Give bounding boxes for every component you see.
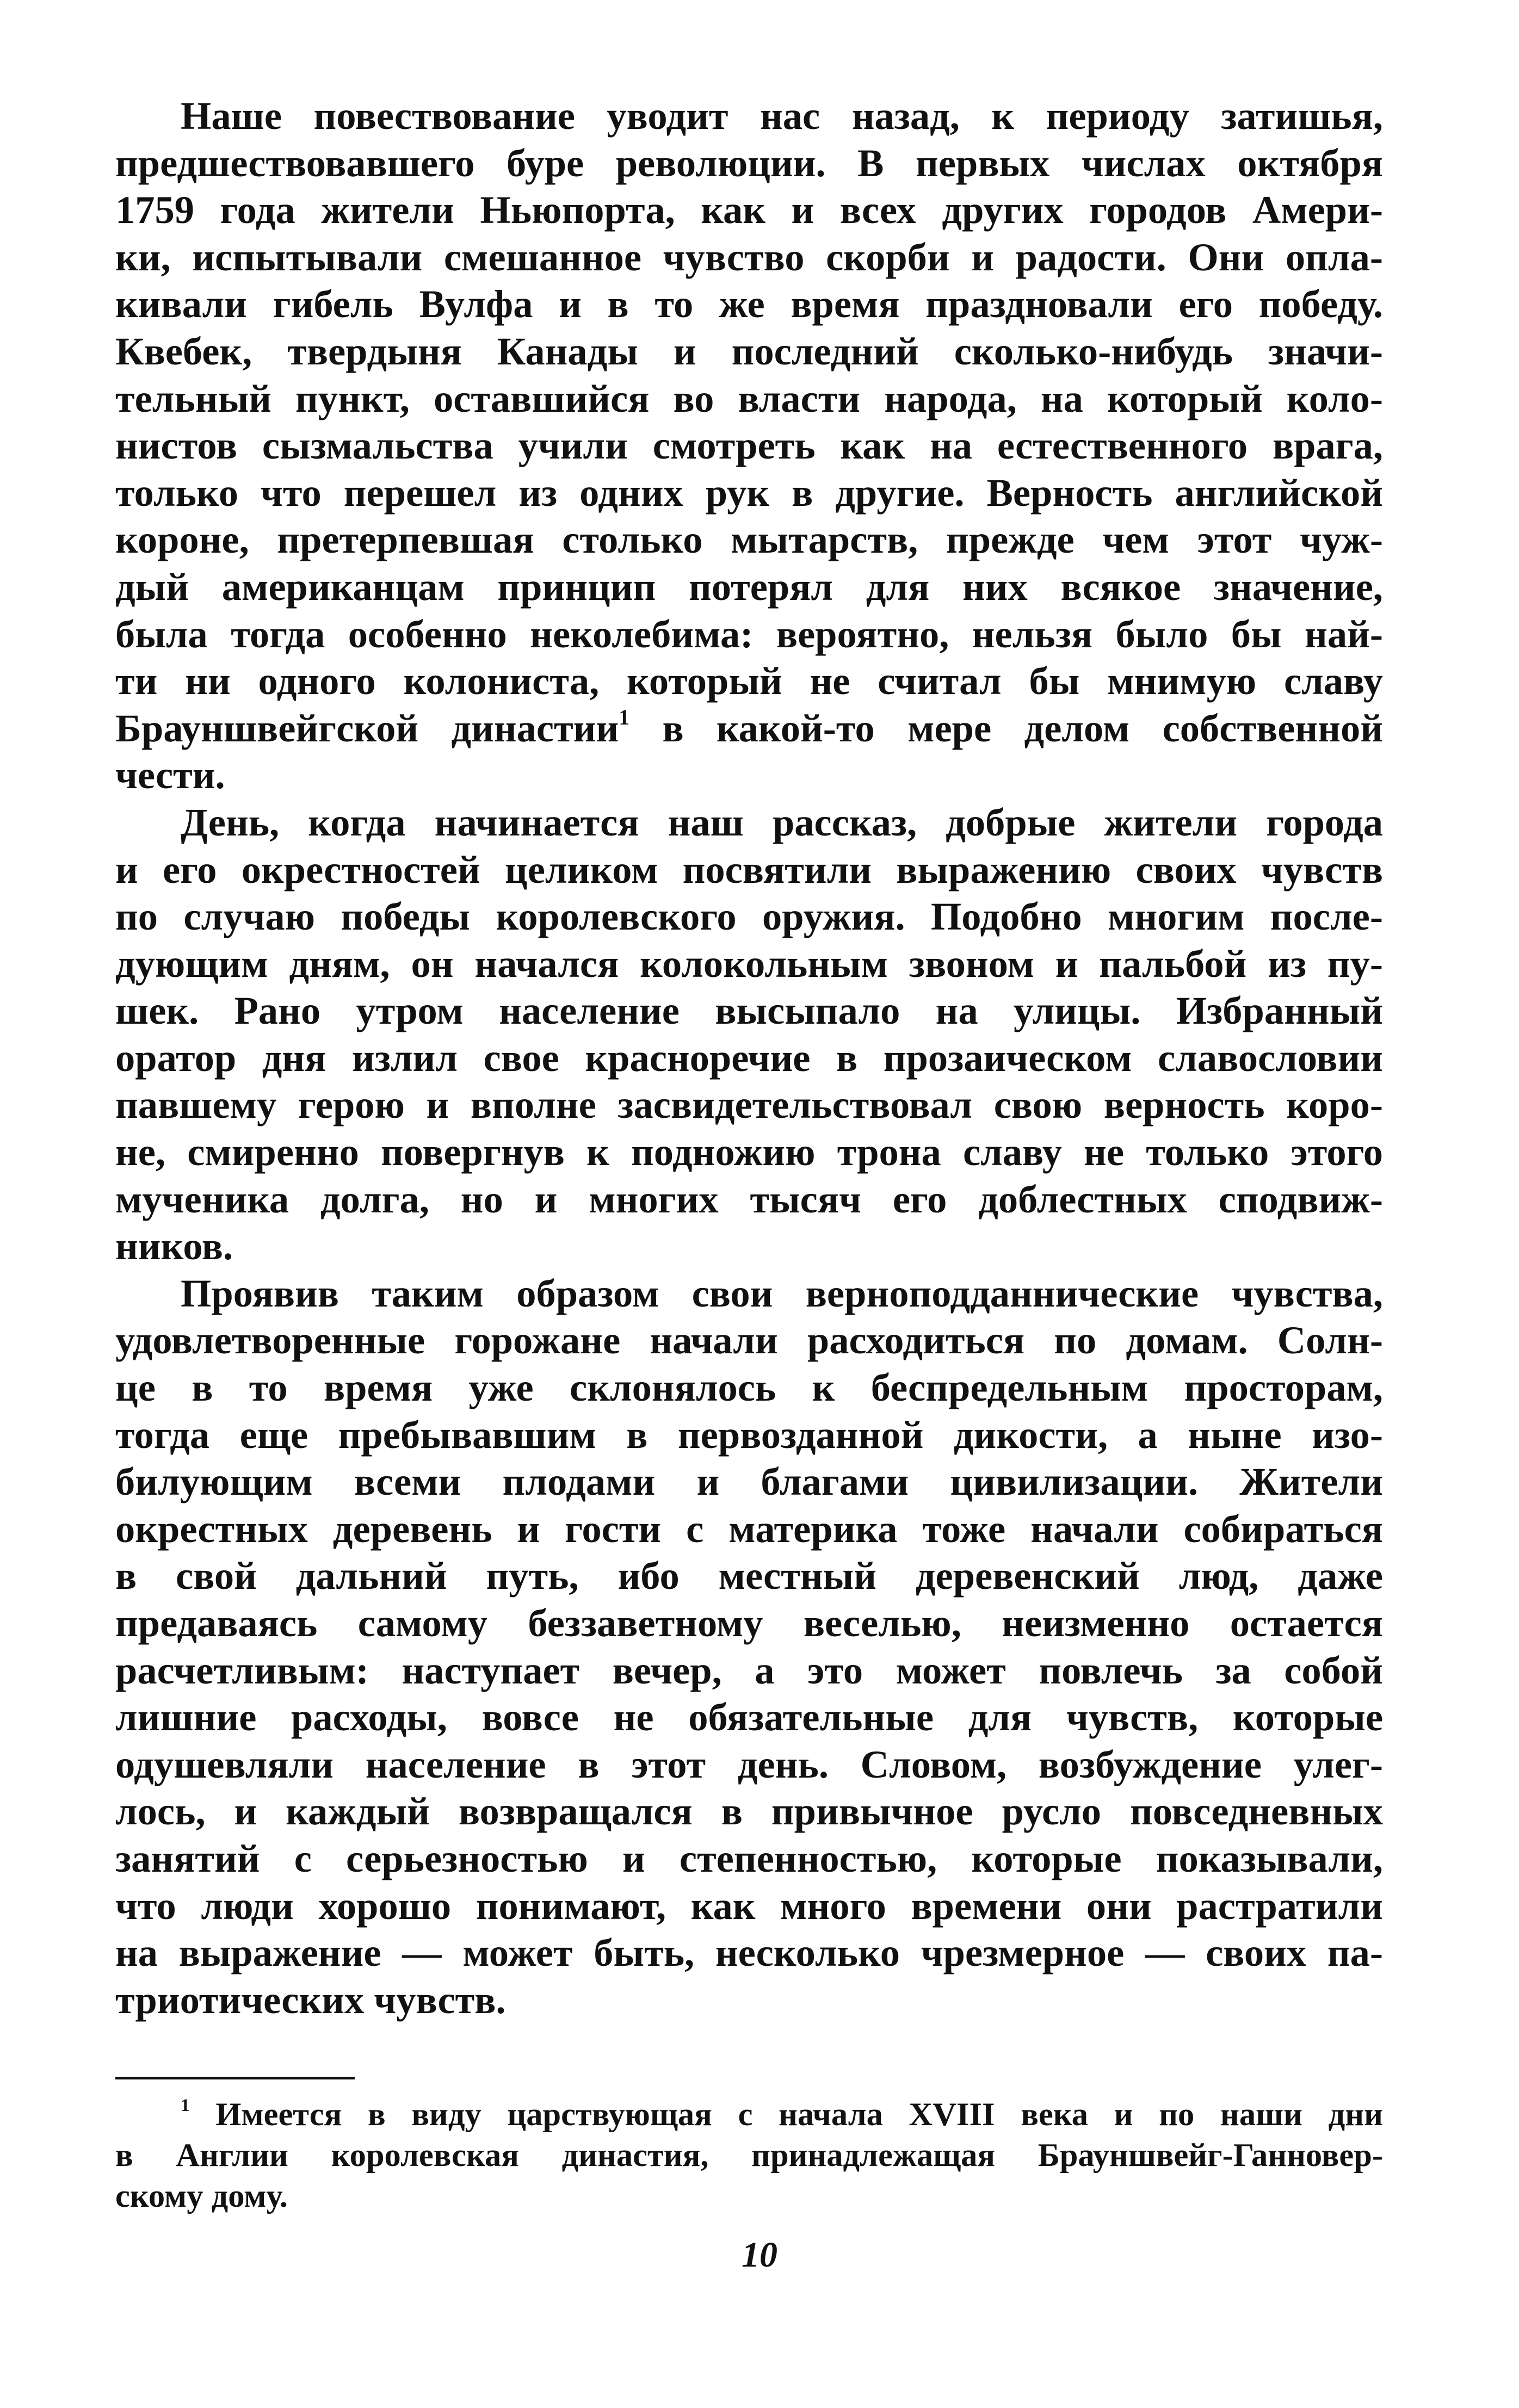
- text-line: Проявив таким образом свои верноподданнические чувства,: [181, 1271, 1383, 1315]
- text-line: предшествовавшего буре революции. В первых числах октября: [115, 140, 1383, 185]
- page-number: 10: [742, 2235, 777, 2275]
- text-line: павшему герою и вполне засвидетельствовал свою верность коро-: [115, 1082, 1383, 1127]
- text-line: и его окрестностей целиком посвятили выражению своих чувств: [115, 847, 1383, 892]
- text-line: Квебек, твердыня Канады и последний сколько-нибудь значи-: [115, 329, 1383, 373]
- text-line: ки, испытывали смешанное чувство скорби и радости. Они опла-: [115, 234, 1383, 279]
- footnote-marker: 1: [181, 2095, 190, 2115]
- text-line: тогда еще пребывавшим в первозданной дикости, а ныне изо-: [115, 1412, 1383, 1457]
- text-line: расчетливым: наступает вечер, а это может повлечь за собой: [115, 1648, 1383, 1692]
- text-line: ти ни одного колониста, который не считал бы мнимую славу: [115, 659, 1383, 703]
- text-line: чести.: [115, 753, 225, 797]
- text-line: что люди хорошо понимают, как много времени они растратили: [115, 1883, 1383, 1928]
- text-line: короне, претерпевшая столько мытарств, прежде чем этот чуж-: [115, 517, 1383, 562]
- text-line: дый американцам принцип потерял для них всякое значение,: [115, 564, 1383, 609]
- text-line: мученика долга, но и многих тысяч его доблестных сподвиж-: [115, 1177, 1383, 1221]
- text-line: не, смиренно повергнув к подножию трона славу не только этого: [115, 1130, 1383, 1174]
- text-line: удовлетворенные горожане начали расходиться по домам. Солн-: [115, 1318, 1383, 1363]
- text-line: занятий с серьезностью и степенностью, которые показывали,: [115, 1836, 1383, 1880]
- text-segment: в какой-то мере делом собственной: [629, 705, 1383, 750]
- text-line: Наше повествование уводит нас назад, к периоду затишья,: [181, 94, 1383, 138]
- footnote-line: в Англии королевская династия, принадлежащая Брауншвейг-Ганновер-: [115, 2137, 1383, 2174]
- footnote-reference[interactable]: 1: [619, 704, 630, 729]
- text-line: триотических чувств.: [115, 1977, 506, 2022]
- text-line: билующим всеми плодами и благами цивилизации. Жители: [115, 1459, 1383, 1504]
- text-line: нистов сызмальства учили смотреть как на естественного врага,: [115, 423, 1383, 468]
- text-line: одушевляли население в этот день. Словом, возбуждение улег-: [115, 1742, 1383, 1786]
- text-line: окрестных деревень и гости с материка тоже начали собираться: [115, 1506, 1383, 1551]
- paragraph-3: [115, 1270, 1383, 2024]
- text-line: предаваясь самому беззаветному веселью, неизменно остается: [115, 1601, 1383, 1645]
- text-line-with-footnote: [115, 705, 1383, 752]
- footnote: [115, 2094, 1383, 2217]
- footnote-line: [115, 2094, 1383, 2135]
- main-text: [115, 92, 1383, 2023]
- text-line: по случаю победы королевского оружия. Подобно многим после-: [115, 894, 1383, 939]
- paragraph-2: [115, 799, 1383, 1270]
- text-line: тельный пункт, оставшийся во власти народа, на который коло-: [115, 376, 1383, 420]
- text-segment: Брауншвейгской династии: [115, 705, 619, 750]
- paragraph-1: [115, 92, 1383, 799]
- footnote-divider: [115, 2077, 355, 2079]
- text-line: была тогда особенно неколебима: вероятно, нельзя было бы най-: [115, 611, 1383, 656]
- text-line: ников.: [115, 1224, 233, 1268]
- text-line: лось, и каждый возвращался в привычное русло повседневных: [115, 1789, 1383, 1834]
- text-line: на выражение — может быть, несколько чрезмерное — своих па-: [115, 1930, 1383, 1975]
- footnote-line: скому дому.: [115, 2178, 288, 2214]
- text-line: в свой дальний путь, ибо местный деревенский люд, даже: [115, 1553, 1383, 1598]
- text-line: дующим дням, он начался колокольным звоном и пальбой из пу-: [115, 941, 1383, 986]
- text-segment: Имеется в виду царствующая с начала XVIII века и по наши дни: [215, 2096, 1384, 2133]
- text-line: только что перешел из одних рук в другие. Верность английской: [115, 470, 1383, 515]
- text-line: кивали гибель Вулфа и в то же время праздновали его победу.: [115, 282, 1383, 326]
- text-line: шек. Рано утром население высыпало на улицы. Избранный: [115, 988, 1383, 1033]
- text-line: лишние расходы, вовсе не обязательные для чувств, которые: [115, 1695, 1383, 1740]
- text-line: оратор дня излил свое красноречие в прозаическом славословии: [115, 1035, 1383, 1080]
- text-line: День, когда начинается наш рассказ, добрые жители города: [181, 800, 1383, 844]
- text-line: це в то время уже склонялось к беспредельным просторам,: [115, 1365, 1383, 1410]
- text-line: 1759 года жители Ньюпорта, как и всех других городов Амери-: [115, 188, 1383, 232]
